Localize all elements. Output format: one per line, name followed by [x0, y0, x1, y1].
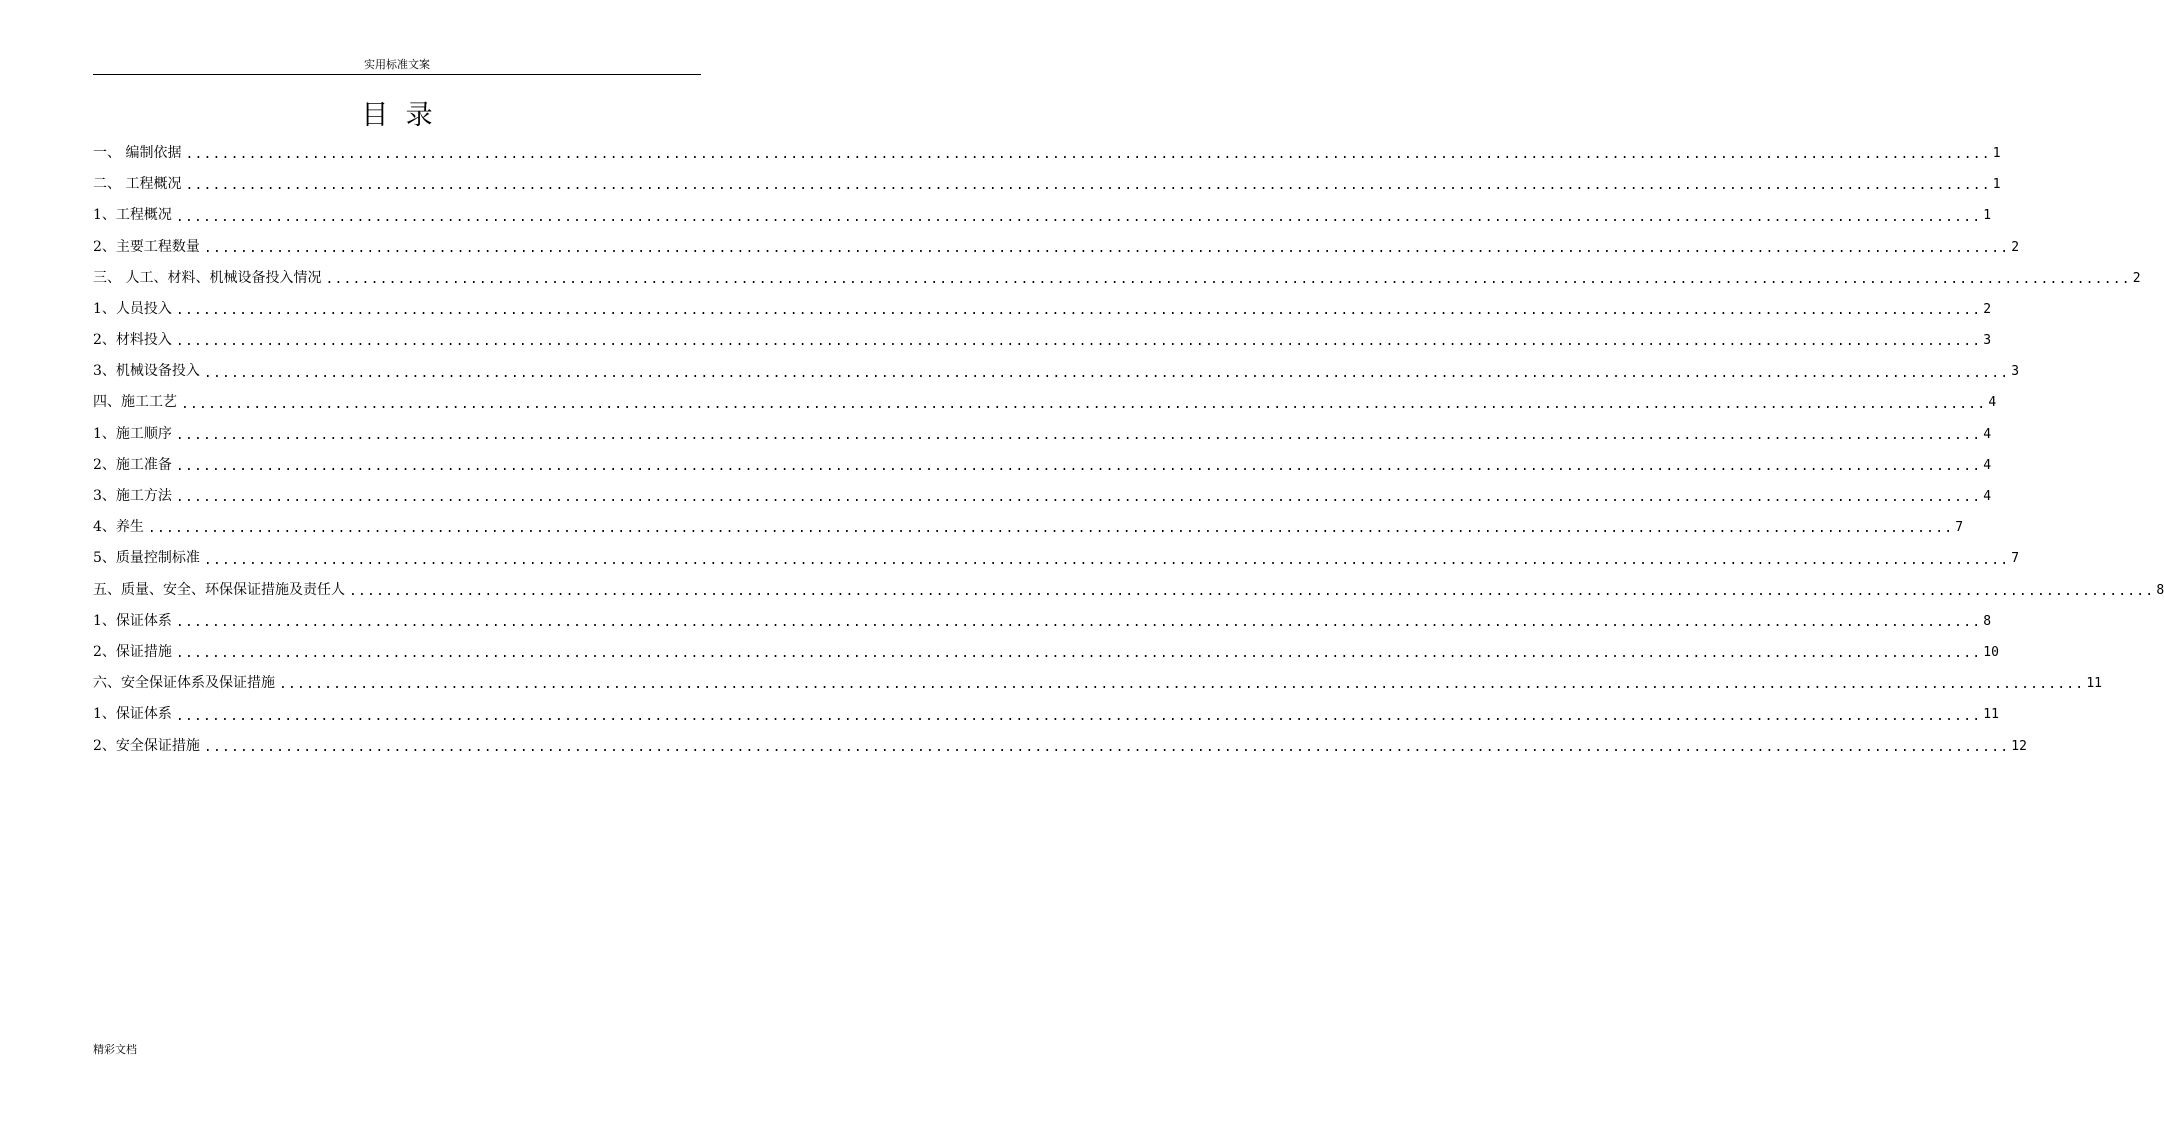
toc-entry-page: 4 — [1988, 395, 1997, 411]
toc-leader-dots: ........................................................................................................................................................................................................ — [203, 240, 2010, 256]
toc-leader-dots: ........................................................................................................................................................................................................ — [175, 646, 1982, 662]
toc-entry[interactable] — [93, 543, 2020, 574]
toc-entry[interactable] — [93, 699, 1999, 730]
toc-entry-label: 5、质量控制标准 — [93, 550, 200, 567]
toc-leader-dots: ........................................................................................................................................................................................................ — [203, 552, 2010, 568]
toc-leader-dots: ........................................................................................................................................................................................................ — [175, 334, 1982, 350]
toc-leader-dots: ........................................................................................................................................................................................................ — [185, 178, 1991, 194]
toc-entry-label: 二、 工程概况 — [93, 176, 182, 193]
toc-leader-dots: ........................................................................................................................................................................................................ — [175, 615, 1982, 630]
toc-entry-page: 8 — [2156, 582, 2164, 598]
page-footer-text: 精彩文档 — [93, 1043, 137, 1056]
toc-entry-label: 4、养生 — [93, 519, 144, 536]
toc-entry-label: 2、施工准备 — [93, 456, 172, 473]
toc-entry-label: 3、施工方法 — [93, 488, 172, 505]
toc-entry-page: 1 — [1983, 208, 1992, 224]
toc-entry[interactable] — [93, 294, 1992, 325]
page-footer — [93, 1042, 137, 1058]
toc-entry-label: 四、施工工艺 — [93, 394, 177, 411]
toc-entry-label: 2、安全保证措施 — [93, 737, 200, 754]
toc-entry-label: 1、保证体系 — [93, 706, 172, 723]
toc-entry-page: 3 — [2011, 364, 2020, 380]
toc-entry-page: 12 — [2011, 738, 2027, 754]
toc-entry-label: 五、质量、安全、环保保证措施及责任人 — [93, 581, 345, 598]
toc-entry-label: 1、人员投入 — [93, 300, 172, 317]
toc-leader-dots: ........................................................................................................................................................................................................ — [203, 365, 2010, 381]
toc-entry[interactable] — [93, 169, 2001, 200]
toc-entry-page: 7 — [1955, 520, 1964, 536]
toc-entry[interactable] — [93, 481, 1992, 512]
toc-entry[interactable] — [93, 606, 1992, 637]
toc-entry-page: 4 — [1983, 426, 1992, 442]
toc-entry[interactable] — [93, 637, 1999, 668]
toc-entry-label: 1、工程概况 — [93, 207, 172, 224]
page-title: 目 录 — [361, 100, 433, 131]
toc-leader-dots: ........................................................................................................................................................................................................ — [349, 583, 2155, 599]
toc-entry-label: 2、材料投入 — [93, 332, 172, 349]
toc-entry[interactable] — [93, 325, 1992, 356]
toc-entry-page: 1 — [1992, 177, 2001, 193]
toc-entry-page: 1 — [1992, 145, 2001, 161]
toc-entry[interactable] — [93, 575, 2164, 606]
toc-entry-page: 10 — [1983, 644, 1999, 660]
toc-leader-dots: ........................................................................................................................................................................................................ — [185, 147, 1991, 163]
toc-entry-page: 11 — [1983, 707, 1999, 723]
page-header-text: 实用标准文案 — [364, 58, 430, 71]
toc-entry-page: 2 — [2132, 270, 2141, 286]
toc-entry-label: 三、 人工、材料、机械设备投入情况 — [93, 269, 322, 286]
toc-entry[interactable] — [93, 450, 1992, 481]
toc-entry[interactable] — [93, 731, 2027, 762]
toc-leader-dots: ........................................................................................................................................................................................................ — [203, 739, 2010, 755]
toc-entry-page: 2 — [2011, 239, 2020, 255]
toc-entry[interactable] — [93, 388, 1997, 419]
toc-entry-label: 一、 编制依据 — [93, 144, 182, 161]
toc-entry-page: 8 — [1983, 613, 1992, 629]
toc-leader-dots: ........................................................................................................................................................................................................ — [175, 303, 1982, 319]
toc-entry-label: 3、机械设备投入 — [93, 363, 200, 380]
toc-entry[interactable] — [93, 668, 2102, 699]
toc-entry-page: 4 — [1983, 489, 1992, 505]
toc-leader-dots: ........................................................................................................................................................................................................ — [325, 271, 2131, 287]
toc-entry-label: 1、施工顺序 — [93, 425, 172, 442]
toc-leader-dots: ........................................................................................................................................................................................................ — [279, 677, 2085, 693]
toc-entry-label: 六、安全保证体系及保证措施 — [93, 675, 275, 692]
toc-entry-page: 4 — [1983, 457, 1992, 473]
toc-entry[interactable] — [93, 419, 1992, 450]
table-of-contents — [93, 138, 2164, 762]
toc-entry-page: 2 — [1983, 301, 1992, 317]
toc-leader-dots: ........................................................................................................................................................................................................ — [175, 427, 1982, 443]
toc-entry[interactable] — [93, 232, 2020, 263]
toc-entry[interactable] — [93, 263, 2141, 294]
toc-entry-page: 11 — [2086, 676, 2102, 692]
toc-entry[interactable] — [93, 512, 1964, 543]
toc-entry-label: 2、主要工程数量 — [93, 238, 200, 255]
toc-leader-dots: ........................................................................................................................................................................................................ — [175, 209, 1982, 225]
toc-entry-page: 3 — [1983, 333, 1992, 349]
toc-entry-page: 7 — [2011, 551, 2020, 567]
toc-entry-label: 2、保证措施 — [93, 643, 172, 660]
toc-leader-dots: ........................................................................................................................................................................................................ — [175, 459, 1982, 475]
toc-leader-dots: ........................................................................................................................................................................................................ — [181, 396, 1987, 412]
toc-leader-dots: ........................................................................................................................................................................................................ — [175, 708, 1982, 724]
toc-entry[interactable] — [93, 200, 1992, 231]
toc-entry-label: 1、保证体系 — [93, 612, 172, 629]
toc-leader-dots: ........................................................................................................................................................................................................ — [147, 521, 1954, 537]
page-header — [93, 57, 701, 75]
toc-entry[interactable] — [93, 356, 2020, 387]
toc-entry[interactable] — [93, 138, 2001, 169]
toc-leader-dots: ........................................................................................................................................................................................................ — [175, 490, 1982, 506]
